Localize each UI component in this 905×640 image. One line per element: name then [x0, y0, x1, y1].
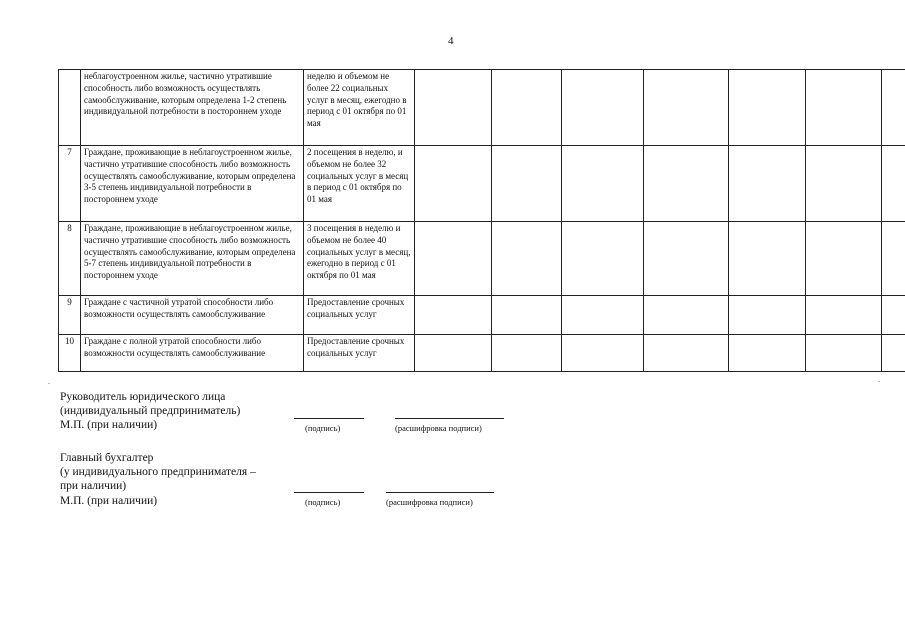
- service-cell: 2 посещения в неделю, и объемом не более 32 социальных услуг в месяц в период с 01 октября по 01 мая: [304, 146, 415, 222]
- row-number: 7: [59, 146, 81, 222]
- table-row: [59, 70, 905, 146]
- service-cell: неделю и объемом не более 22 социальных услуг в месяц, ежегодно в период с 01 октября по 01 мая: [304, 70, 415, 146]
- accountant-subtitle-2: при наличии): [60, 480, 127, 493]
- empty-cell: [492, 296, 562, 335]
- row-number: [59, 70, 81, 146]
- accountant-subtitle: (у индивидуального предпринимателя –: [60, 466, 256, 479]
- table-row: [59, 335, 905, 372]
- empty-cell: [806, 146, 882, 222]
- empty-cell: [729, 296, 806, 335]
- empty-cell: [729, 222, 806, 296]
- category-cell: неблагоустроенном жилье, частично утратившие способность либо возможность осуществлять самообслуживание, которым определена 1-2 степень индивидуальной потребности в постороннем уходе: [81, 70, 304, 146]
- accountant-title: Главный бухгалтер: [60, 452, 154, 464]
- head-subtitle: (индивидуальный предприниматель): [60, 405, 241, 418]
- table-row: [59, 296, 905, 335]
- row-number: 8: [59, 222, 81, 296]
- scan-speck: [878, 381, 880, 382]
- accountant-decode-caption: (расшифровка подписи): [386, 497, 473, 507]
- table-row: [59, 222, 905, 296]
- accountant-stamp-note: М.П. (при наличии): [60, 494, 158, 507]
- empty-cell: [562, 296, 644, 335]
- category-cell: Граждане, проживающие в неблагоустроенном жилье, частично утратившие способность либо возможность осуществлять самообслуживание, которым определена 3-5 степень индивидуальной потребности в постороннем уходе: [81, 146, 304, 222]
- head-stamp-note: М.П. (при наличии): [60, 419, 158, 432]
- empty-cell: [644, 296, 729, 335]
- service-cell: Предоставление срочных социальных услуг: [304, 296, 415, 335]
- accountant-signature-block: [60, 451, 256, 508]
- empty-cell: [492, 146, 562, 222]
- head-signature-caption: (подпись): [305, 423, 341, 433]
- empty-cell: [729, 70, 806, 146]
- empty-cell: [562, 222, 644, 296]
- row-number: 9: [59, 296, 81, 335]
- head-decode-line: [395, 418, 504, 419]
- empty-cell: [562, 70, 644, 146]
- empty-cell: [562, 146, 644, 222]
- category-cell: Граждане, проживающие в неблагоустроенном жилье, частично утратившие способность либо возможность осуществлять самообслуживание, которым определена 5-7 степень индивидуальной потребности в постороннем уходе: [81, 222, 304, 296]
- empty-cell: [882, 222, 905, 296]
- empty-cell: [729, 335, 806, 372]
- accountant-decode-line: [386, 492, 494, 493]
- service-cell: 3 посещения в неделю и объемом не более 40 социальных услуг в месяц, ежегодно в период с 01 октября по 01 мая: [304, 222, 415, 296]
- scan-speck: [48, 383, 50, 384]
- empty-cell: [492, 335, 562, 372]
- empty-cell: [806, 335, 882, 372]
- empty-cell: [644, 70, 729, 146]
- empty-cell: [562, 335, 644, 372]
- empty-cell: [415, 335, 492, 372]
- table-row: [59, 146, 905, 222]
- empty-cell: [806, 70, 882, 146]
- head-signature-line: [294, 418, 364, 419]
- empty-cell: [644, 146, 729, 222]
- accountant-signature-line: [294, 492, 364, 493]
- head-title: Руководитель юридического лица: [60, 391, 226, 403]
- head-decode-caption: (расшифровка подписи): [395, 423, 482, 433]
- head-signature-block: [60, 390, 240, 433]
- empty-cell: [806, 222, 882, 296]
- empty-cell: [415, 70, 492, 146]
- services-table: [58, 69, 905, 372]
- empty-cell: [882, 335, 905, 372]
- empty-cell: [882, 146, 905, 222]
- page-number: 4: [448, 35, 454, 47]
- empty-cell: [492, 70, 562, 146]
- category-cell: Граждане с полной утратой способности либо возможности осуществлять самообслуживание: [81, 335, 304, 372]
- accountant-signature-caption: (подпись): [305, 497, 341, 507]
- empty-cell: [882, 70, 905, 146]
- empty-cell: [882, 296, 905, 335]
- empty-cell: [644, 222, 729, 296]
- empty-cell: [415, 296, 492, 335]
- category-cell: Граждане с частичной утратой способности либо возможности осуществлять самообслуживание: [81, 296, 304, 335]
- empty-cell: [806, 296, 882, 335]
- empty-cell: [415, 222, 492, 296]
- empty-cell: [729, 146, 806, 222]
- empty-cell: [644, 335, 729, 372]
- empty-cell: [492, 222, 562, 296]
- service-cell: Предоставление срочных социальных услуг: [304, 335, 415, 372]
- empty-cell: [415, 146, 492, 222]
- row-number: 10: [59, 335, 81, 372]
